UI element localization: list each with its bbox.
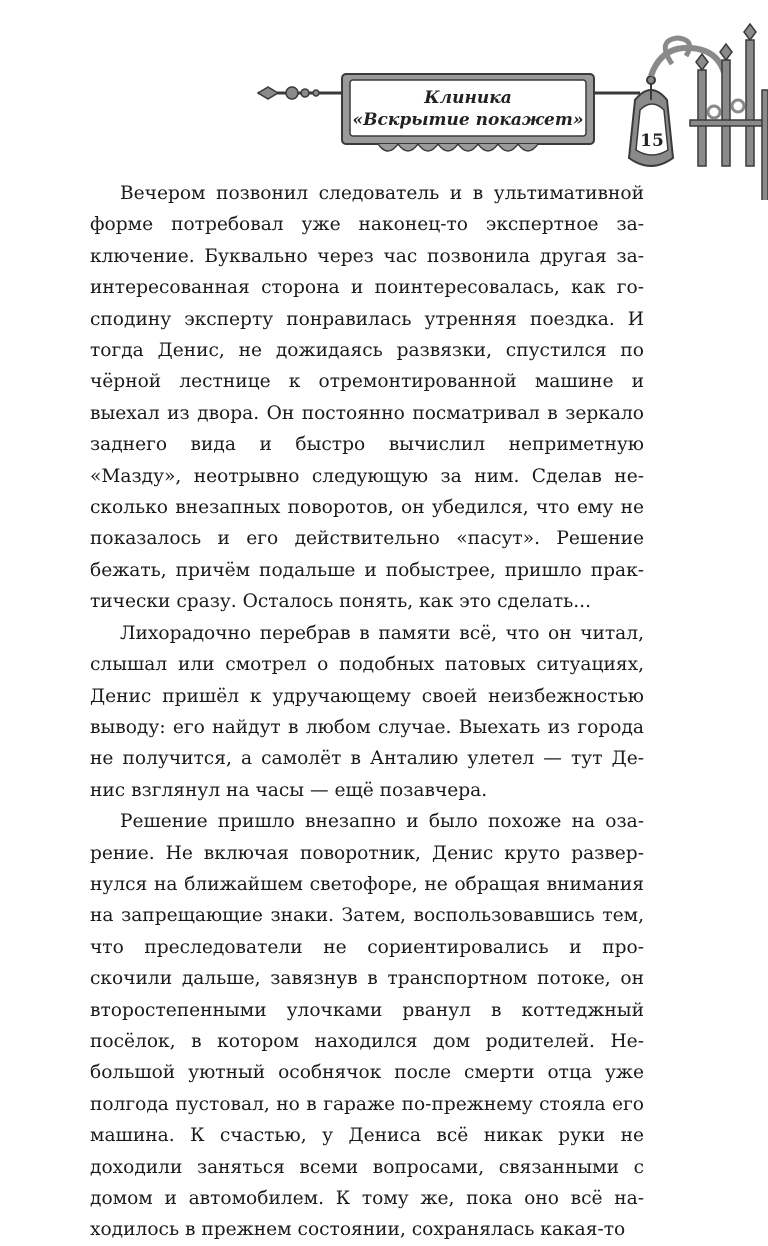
page-number: 15	[640, 131, 664, 151]
rail-finial-icon	[258, 87, 346, 99]
header-title-line2: «Вскрытие покажет»	[352, 110, 584, 130]
paragraph: Лихорадочно перебрав в памяти всё, что он читал, слышал или смотрел о подобных патовых ситуациях, Денис пришёл к удручающему своей неизбежностью выводу: его найдут в любом случае. Выехать из города не получится, а самолёт в Анталию улетел — тут Денис взглянул на часы — ещё позавчера.	[90, 622, 644, 801]
paragraph: Вечером позвонил следователь и в ультимативной форме потребовал уже наконец-то экспертное заключение. Буквально через час позвонила другая заинтересованная сторона и поинтересовалась, как господину эксперту понравилась утренняя поездка. И тогда Денис, не дожидаясь развязки, спустился по чёрной лестнице к отремонтированной машине и выехал из двора. Он постоянно посматривал в зеркало заднего вида и быстро вычислил неприметную «Мазду», неотрывно следующую за ним. Сделав несколько внезапных поворотов, он убедился, что ему не показалось и его действительно «пасут». Решение бежать, причём подальше и побыстрее, пришло практически сразу. Осталось понять, как это сделать...	[90, 183, 644, 613]
running-header-title	[346, 79, 590, 139]
page-body-text	[90, 178, 644, 1246]
paragraph: Решение пришло внезапно и было похоже на озарение. Не включая поворотник, Денис круто развернулся на ближайшем светофоре, не обращая внимания на запрещающие знаки. Затем, воспользовавшись тем, что преследователи не сориентировались и проскочили дальше, завязнув в транспортном потоке, он второстепенными улочками рванул в коттеджный посёлок, в котором находился дом родителей. Небольшой уютный особнячок после смерти отца уже полгода пустовал, но в гараже по-прежнему стояла его машина. К счастью, у Дениса всё никак руки не доходили заняться всеми вопросами, связанными с домом и автомобилем. К тому же, пока оно всё находилось в прежнем состоянии, сохранялась какая-то	[90, 811, 644, 1241]
header-title-line1: Клиника	[424, 88, 512, 108]
